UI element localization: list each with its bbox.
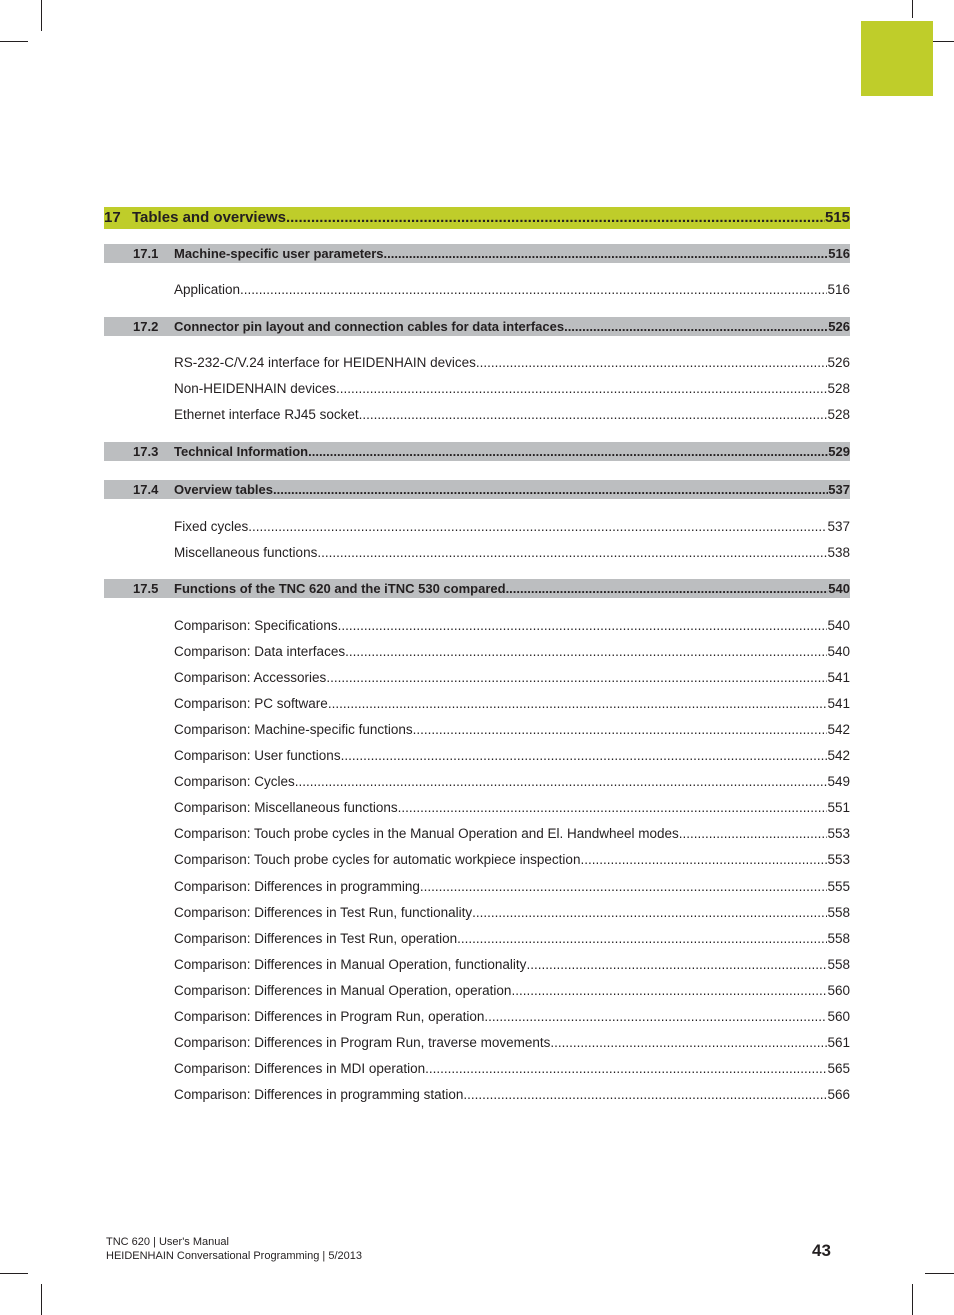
entry-page: 565	[827, 1061, 850, 1076]
entry-page: 555	[827, 879, 850, 894]
toc-entry[interactable]	[104, 1008, 850, 1026]
entry-title: Application	[174, 282, 241, 297]
entry-page: 540	[827, 644, 850, 659]
dot-leader	[341, 747, 828, 765]
toc-entry[interactable]	[104, 695, 850, 713]
toc-entry[interactable]	[104, 669, 850, 687]
entry-title: RS-232-C/V.24 interface for HEIDENHAIN devices	[174, 355, 476, 370]
toc-entry[interactable]	[104, 544, 850, 562]
toc-entry[interactable]	[104, 930, 850, 948]
crop-mark	[41, 0, 42, 31]
entry-page: 528	[827, 381, 850, 396]
toc-entry[interactable]	[104, 643, 850, 661]
section-heading[interactable]	[104, 244, 850, 263]
dot-leader	[463, 1086, 827, 1104]
entry-title: Comparison: Machine-specific functions	[174, 722, 413, 737]
dot-leader	[248, 518, 827, 536]
section-page: 516	[828, 246, 850, 261]
toc-entry[interactable]	[104, 281, 850, 299]
entry-title: Comparison: Miscellaneous functions	[174, 800, 398, 815]
entry-title: Comparison: Differences in Program Run, traverse movements	[174, 1035, 551, 1050]
dot-leader	[326, 669, 827, 687]
crop-mark	[925, 1273, 954, 1274]
dot-leader	[506, 579, 829, 598]
entry-title: Comparison: Differences in MDI operation	[174, 1061, 426, 1076]
section-heading[interactable]	[104, 442, 850, 461]
toc-entry[interactable]	[104, 851, 850, 869]
entry-title: Comparison: Differences in Manual Operation, functionality	[174, 957, 527, 972]
dot-leader	[273, 480, 828, 499]
toc-entry[interactable]	[104, 956, 850, 974]
entry-title: Comparison: Differences in programming	[174, 879, 420, 894]
toc-entry[interactable]	[104, 721, 850, 739]
toc-entry[interactable]	[104, 878, 850, 896]
dot-leader	[511, 982, 827, 1000]
crop-mark	[41, 1284, 42, 1315]
dot-leader	[336, 380, 827, 398]
toc-entry[interactable]	[104, 518, 850, 536]
section-page: 529	[828, 444, 850, 459]
entry-page: 537	[827, 519, 850, 534]
section-number: 17.2	[133, 319, 159, 334]
entry-page: 566	[827, 1087, 850, 1102]
section-title: Machine-specific user parameters	[174, 246, 384, 261]
dot-leader	[679, 825, 828, 843]
entry-page: 560	[827, 1009, 850, 1024]
entry-page: 558	[827, 905, 850, 920]
entry-page: 553	[827, 852, 850, 867]
entry-page: 541	[827, 670, 850, 685]
toc-entry[interactable]	[104, 406, 850, 424]
dot-leader	[484, 1008, 827, 1026]
crop-mark	[912, 0, 913, 18]
chapter-number: 17	[104, 209, 121, 226]
toc-entry[interactable]	[104, 354, 850, 372]
entry-page: 516	[827, 282, 850, 297]
entry-title: Comparison: Differences in programming station	[174, 1087, 464, 1102]
entry-page: 542	[827, 748, 850, 763]
crop-mark	[912, 1284, 913, 1315]
toc-entry[interactable]	[104, 380, 850, 398]
section-title: Overview tables	[174, 482, 273, 497]
section-heading[interactable]	[104, 480, 850, 499]
entry-title: Comparison: Differences in Manual Operation, operation	[174, 983, 512, 998]
entry-title: Miscellaneous functions	[174, 545, 318, 560]
dot-leader	[338, 617, 828, 635]
entry-title: Comparison: Cycles	[174, 774, 295, 789]
entry-page: 538	[827, 545, 850, 560]
entry-page: 558	[827, 931, 850, 946]
entry-title: Non-HEIDENHAIN devices	[174, 381, 337, 396]
entry-title: Ethernet interface RJ45 socket	[174, 407, 359, 422]
entry-page: 541	[827, 696, 850, 711]
dot-leader	[308, 442, 828, 461]
entry-title: Comparison: Touch probe cycles for automatic workpiece inspection	[174, 852, 581, 867]
entry-page: 542	[827, 722, 850, 737]
section-heading[interactable]	[104, 579, 850, 598]
footer-line-1: TNC 620 | User's Manual	[106, 1236, 229, 1248]
dot-leader	[317, 544, 827, 562]
chapter-page: 515	[824, 209, 850, 226]
section-page: 526	[828, 319, 850, 334]
toc-entry[interactable]	[104, 617, 850, 635]
toc-entry[interactable]	[104, 747, 850, 765]
section-title: Functions of the TNC 620 and the iTNC 530 compared	[174, 581, 506, 596]
dot-leader	[457, 930, 827, 948]
dot-leader	[345, 643, 827, 661]
footer-line-2: HEIDENHAIN Conversational Programming | 5/2013	[106, 1250, 362, 1262]
dot-leader	[425, 1060, 827, 1078]
chapter-title: Tables and overviews	[132, 209, 286, 226]
toc-entry[interactable]	[104, 799, 850, 817]
toc-entry[interactable]	[104, 904, 850, 922]
dot-leader	[420, 878, 828, 896]
entry-page: 526	[827, 355, 850, 370]
dot-leader	[413, 721, 828, 739]
dot-leader	[384, 244, 829, 263]
dot-leader	[564, 317, 828, 336]
dot-leader	[240, 281, 827, 299]
section-number: 17.1	[133, 246, 159, 261]
entry-title: Comparison: Touch probe cycles in the Manual Operation and El. Handwheel modes	[174, 826, 679, 841]
dot-leader	[526, 956, 827, 974]
entry-page: 540	[827, 618, 850, 633]
footer	[106, 1235, 362, 1263]
section-page: 537	[828, 482, 850, 497]
entry-page: 558	[827, 957, 850, 972]
chapter-tab-marker	[861, 21, 933, 96]
toc-entry[interactable]	[104, 1086, 850, 1104]
crop-mark	[0, 41, 28, 42]
entry-page: 553	[827, 826, 850, 841]
toc-entry[interactable]	[104, 982, 850, 1000]
entry-page: 528	[827, 407, 850, 422]
entry-title: Comparison: Accessories	[174, 670, 327, 685]
dot-leader	[476, 354, 828, 372]
entry-title: Comparison: Differences in Program Run, operation	[174, 1009, 485, 1024]
dot-leader	[359, 406, 828, 424]
entry-page: 560	[827, 983, 850, 998]
dot-leader	[328, 695, 828, 713]
dot-leader	[286, 207, 825, 229]
section-number: 17.3	[133, 444, 159, 459]
dot-leader	[550, 1034, 827, 1052]
dot-leader	[472, 904, 827, 922]
section-number: 17.5	[133, 581, 159, 596]
section-title: Technical Information	[174, 444, 309, 459]
entry-page: 549	[827, 774, 850, 789]
section-heading[interactable]	[104, 317, 850, 336]
page-number: 43	[812, 1241, 831, 1260]
entry-page: 561	[827, 1035, 850, 1050]
section-title: Connector pin layout and connection cables for data interfaces	[174, 319, 565, 334]
dot-leader	[398, 799, 828, 817]
toc-entry[interactable]	[104, 773, 850, 791]
chapter-heading[interactable]	[104, 207, 850, 229]
toc-entry[interactable]	[104, 825, 850, 843]
entry-title: Comparison: User functions	[174, 748, 341, 763]
entry-title: Fixed cycles	[174, 519, 249, 534]
dot-leader	[580, 851, 827, 869]
entry-title: Comparison: Differences in Test Run, operation	[174, 931, 458, 946]
toc-entry[interactable]	[104, 1060, 850, 1078]
entry-title: Comparison: PC software	[174, 696, 328, 711]
entry-title: Comparison: Data interfaces	[174, 644, 346, 659]
toc-entry[interactable]	[104, 1034, 850, 1052]
crop-mark	[0, 1273, 28, 1274]
entry-page: 551	[827, 800, 850, 815]
dot-leader	[295, 773, 828, 791]
entry-title: Comparison: Differences in Test Run, functionality	[174, 905, 473, 920]
table-of-contents	[104, 0, 850, 1120]
section-page: 540	[828, 581, 850, 596]
section-number: 17.4	[133, 482, 159, 497]
entry-title: Comparison: Specifications	[174, 618, 338, 633]
